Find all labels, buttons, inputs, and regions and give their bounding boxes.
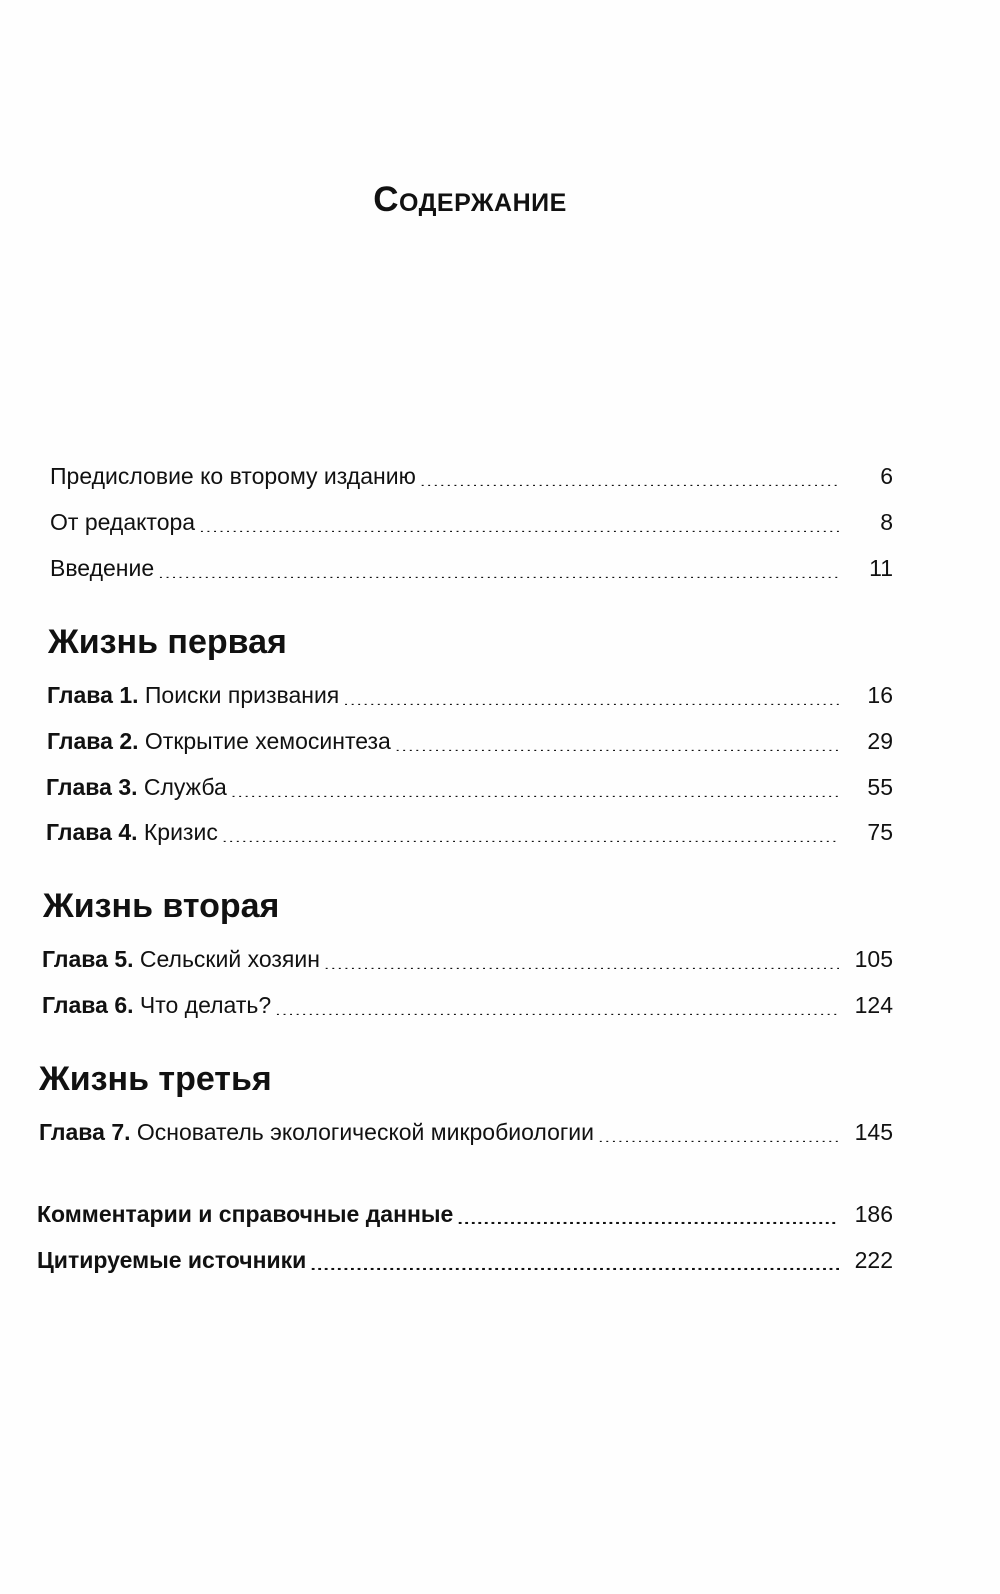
section-heading-life-three: Жизнь третья [39, 1060, 272, 1098]
toc-entry-label: Комментарии и справочные данные [37, 1201, 454, 1227]
toc-page-number: 16 [867, 682, 893, 708]
toc-entry-chapter-2[interactable] [47, 728, 893, 762]
toc-entry-chapter-4[interactable] [46, 819, 893, 853]
dot-leader [310, 1250, 839, 1270]
toc-page-number: 222 [854, 1247, 893, 1273]
chapter-number: Глава 4. [46, 819, 138, 845]
chapter-title: Поиски призвания [144, 682, 340, 708]
chapter-number: Глава 2. [47, 728, 139, 754]
chapter-number: Глава 6. [42, 992, 134, 1018]
toc-page-number: 11 [869, 555, 893, 581]
chapter-title: Что делать? [139, 992, 272, 1018]
toc-page-number: 6 [880, 463, 893, 489]
chapter-title: Сельский хозяин [139, 946, 320, 972]
toc-page-number: 8 [880, 509, 893, 535]
dot-leader [158, 558, 839, 578]
toc-entry-label: От редактора [50, 509, 196, 535]
toc-page-number: 55 [867, 774, 893, 800]
toc-entry-introduction[interactable] [50, 555, 893, 589]
toc-entry-chapter-7[interactable] [39, 1119, 893, 1153]
toc-entry-label [46, 774, 227, 801]
toc-entry-label [39, 1119, 594, 1146]
toc-entry-label [47, 728, 391, 755]
toc-entry-label [46, 819, 218, 846]
dot-leader [420, 466, 839, 486]
chapter-title: Основатель экологической микробиологии [136, 1119, 594, 1145]
dot-leader [199, 512, 839, 532]
toc-entry-label: Предисловие ко второму изданию [50, 463, 416, 489]
page-title: Содержание [373, 180, 567, 219]
chapter-title: Открытие хемосинтеза [144, 728, 391, 754]
chapter-number: Глава 3. [46, 774, 138, 800]
toc-entry-label [42, 946, 320, 973]
dot-leader [275, 995, 839, 1015]
toc-entry-label: Введение [50, 555, 155, 581]
chapter-number: Глава 1. [47, 682, 139, 708]
toc-page-number: 29 [867, 728, 893, 754]
toc-entry-sources[interactable] [37, 1247, 893, 1281]
toc-entry-label [47, 682, 339, 709]
toc-page-number: 124 [854, 992, 893, 1018]
dot-leader [222, 822, 839, 842]
toc-entry-chapter-3[interactable] [46, 774, 893, 808]
toc-page-number: 186 [854, 1201, 893, 1227]
dot-leader [231, 777, 839, 797]
toc-entry-label: Цитируемые источники [37, 1247, 307, 1273]
chapter-number: Глава 5. [42, 946, 134, 972]
dot-leader [598, 1122, 839, 1142]
chapter-title: Служба [143, 774, 227, 800]
chapter-title: Кризис [143, 819, 218, 845]
toc-entry-editor[interactable] [50, 509, 893, 543]
toc-entry-chapter-6[interactable] [42, 992, 893, 1026]
toc-entry-comments[interactable] [37, 1201, 893, 1235]
dot-leader [324, 949, 839, 969]
toc-entry-chapter-5[interactable] [42, 946, 893, 980]
section-heading-life-two: Жизнь вторая [43, 887, 280, 925]
dot-leader [395, 731, 839, 751]
toc-entry-label [42, 992, 271, 1019]
dot-leader [343, 685, 839, 705]
toc-page-number: 105 [854, 946, 893, 972]
section-heading-life-one: Жизнь первая [48, 623, 287, 661]
toc-entry-chapter-1[interactable] [47, 682, 893, 716]
dot-leader [457, 1204, 839, 1224]
toc-page-number: 75 [867, 819, 893, 845]
toc-entry-preface[interactable] [50, 463, 893, 497]
toc-page-number: 145 [854, 1119, 893, 1145]
chapter-number: Глава 7. [39, 1119, 131, 1145]
